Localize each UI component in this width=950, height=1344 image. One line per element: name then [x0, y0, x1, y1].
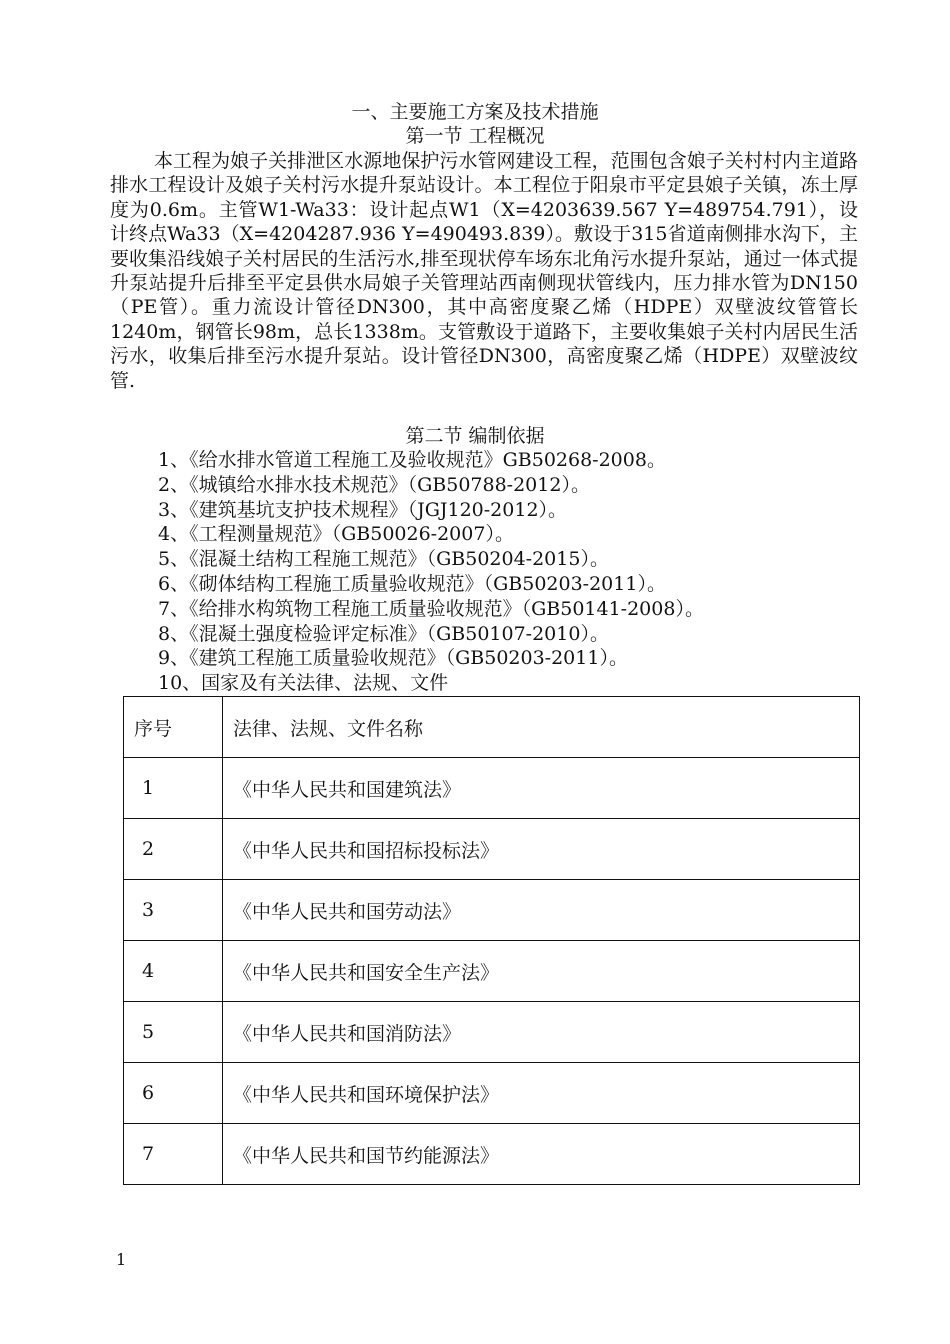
row-name-cell: 《中华人民共和国消防法》 [223, 1002, 860, 1063]
table-row [124, 1124, 860, 1185]
header-cell-number: 序号 [124, 697, 223, 758]
row-name-cell: 《中华人民共和国安全生产法》 [223, 941, 860, 1002]
table-row [124, 758, 860, 819]
basis-list [158, 448, 704, 696]
basis-item: 8、《混凝土强度检验评定标准》（GB50107-2010）。 [158, 622, 609, 645]
row-number-cell: 5 [124, 1002, 223, 1063]
basis-item: 10、国家及有关法律、法规、文件 [158, 672, 449, 695]
basis-item: 9、《建筑工程施工质量验收规范》（GB50203-2011）。 [158, 647, 628, 670]
basis-item: 3、《建筑基坑支护技术规程》（JGJ120-2012）。 [158, 498, 568, 521]
document-title: 一、主要施工方案及技术措施 [351, 101, 599, 123]
row-name-cell: 《中华人民共和国节约能源法》 [223, 1124, 860, 1185]
basis-item: 1、《给水排水管道工程施工及验收规范》GB50268-2008。 [158, 449, 666, 471]
row-name-cell: 《中华人民共和国招标投标法》 [223, 819, 860, 880]
row-number-cell: 7 [124, 1124, 223, 1185]
basis-item: 6、《砌体结构工程施工质量验收规范》（GB50203-2011）。 [158, 572, 666, 595]
row-name-cell: 《中华人民共和国建筑法》 [223, 758, 860, 819]
basis-item: 4、《工程测量规范》（GB50026-2007）。 [158, 523, 514, 546]
section-2-title: 第二节 编制依据 [405, 425, 545, 447]
table-row [124, 819, 860, 880]
overview-paragraph: 本工程为娘子关排泄区水源地保护污水管网建设工程，范围包含娘子关村村内主道路排水工程设计及娘子关村污水提升泵站设计。本工程位于阳泉市平定县娘子关镇，冻土厚度为0.6m。主管W1-Wa33：设计起点W1（X=4203639.567 Y=489754.791），设计终点Wa33（X=4204287.936 Y=490493.839）。敷设于315省道南侧排水沟下，主要收集沿线娘子关村居民的生活污水,排至现状停车场东北角污水提升泵站，通过一体式提升泵站提升后排至平定县供水局娘子关管理站西南侧现状管线内，压力排水管为DN150（PE管）。重力流设计管径DN300，其中高密度聚乙烯（HDPE）双壁波纹管管长1240m，钢管长98m，总长1338m。支管敷设于道路下，主要收集娘子关村内居民生活污水，收集后排至污水提升泵站。设计管径DN300，高密度聚乙烯（HDPE）双壁波纹管. [110, 150, 858, 392]
row-number-cell: 3 [124, 880, 223, 941]
overview-section [110, 149, 858, 393]
header-cell-name: 法律、法规、文件名称 [223, 697, 860, 758]
row-name-cell: 《中华人民共和国环境保护法》 [223, 1063, 860, 1124]
basis-item: 2、《城镇给水排水技术规范》（GB50788-2012）。 [158, 473, 590, 496]
table-row [124, 941, 860, 1002]
section-1-title: 第一节 工程概况 [405, 125, 545, 147]
row-number-cell: 2 [124, 819, 223, 880]
laws-table [123, 696, 860, 1185]
page-number: 1 [116, 1250, 127, 1269]
table-row [124, 880, 860, 941]
basis-item: 5、《混凝土结构工程施工规范》（GB50204-2015）。 [158, 548, 609, 571]
row-number-cell: 4 [124, 941, 223, 1002]
row-name-cell: 《中华人民共和国劳动法》 [223, 880, 860, 941]
row-number-cell: 6 [124, 1063, 223, 1124]
table-header-row [124, 697, 860, 758]
table-row [124, 1002, 860, 1063]
table-row [124, 1063, 860, 1124]
basis-item: 7、《给排水构筑物工程施工质量验收规范》（GB50141-2008）。 [158, 597, 704, 620]
row-number-cell: 1 [124, 758, 223, 819]
